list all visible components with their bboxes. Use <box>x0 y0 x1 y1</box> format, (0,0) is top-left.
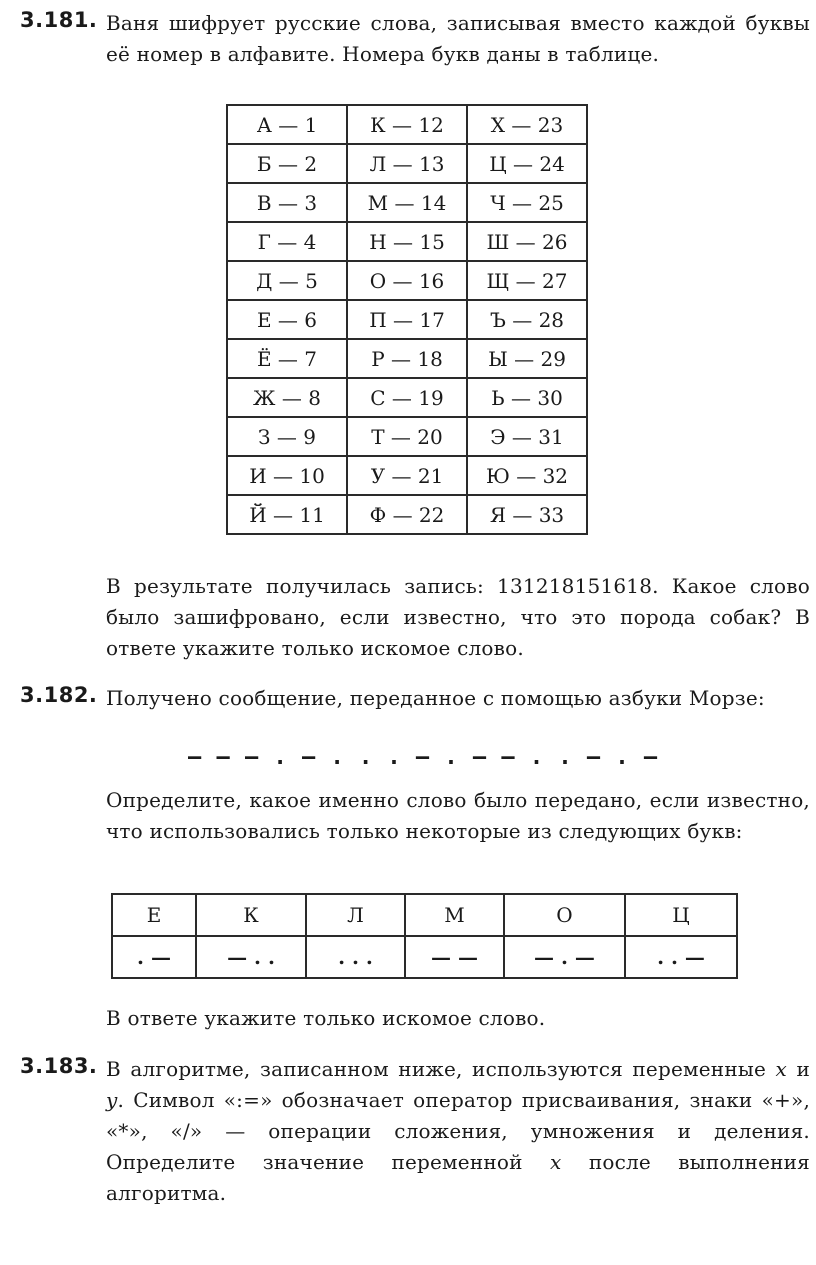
answer-note: В ответе укажите только искомое слово. <box>106 1006 546 1030</box>
problem-number: 3.183. <box>20 1054 98 1078</box>
text-part: В алгоритме, записанном ниже, используются переменные <box>106 1057 776 1081</box>
alphabet-cell: Ё — 7 <box>227 339 347 378</box>
alphabet-cell: К — 12 <box>347 105 467 144</box>
text-part: и <box>786 1057 810 1081</box>
morse-code-cell: . . . <box>306 936 405 978</box>
morse-code-cell: — — <box>405 936 504 978</box>
alphabet-cell: Т — 20 <box>347 417 467 456</box>
alphabet-cell: Ч — 25 <box>467 183 587 222</box>
alphabet-cell: Х — 23 <box>467 105 587 144</box>
alphabet-cell: Щ — 27 <box>467 261 587 300</box>
text-part: . Символ «:=» обозначает оператор присваивания, знаки «+», «*», «/» — операции сложения, умножения и деления. Определите значение переменной <box>106 1088 810 1174</box>
alphabet-cell: Й — 11 <box>227 495 347 534</box>
problem-number: 3.182. <box>20 683 98 707</box>
alphabet-cell: Е — 6 <box>227 300 347 339</box>
alphabet-cell: О — 16 <box>347 261 467 300</box>
alphabet-table-row <box>227 261 587 300</box>
alphabet-cell: Д — 5 <box>227 261 347 300</box>
alphabet-cell: Б — 2 <box>227 144 347 183</box>
alphabet-cell: Ж — 8 <box>227 378 347 417</box>
text-part: после выполнения алгоритма. <box>106 1150 810 1205</box>
alphabet-cell: Н — 15 <box>347 222 467 261</box>
alphabet-cell: И — 10 <box>227 456 347 495</box>
alphabet-table-row <box>227 417 587 456</box>
problem-text <box>106 1054 810 1209</box>
alphabet-cell: С — 19 <box>347 378 467 417</box>
alphabet-cell: П — 17 <box>347 300 467 339</box>
alphabet-cell: Ъ — 28 <box>467 300 587 339</box>
variable-x: x <box>550 1150 562 1174</box>
morse-letter-cell: Ц <box>625 894 737 936</box>
alphabet-table-row <box>227 105 587 144</box>
morse-table <box>111 893 738 979</box>
problem-3-181 <box>20 8 810 70</box>
morse-letter-cell: М <box>405 894 504 936</box>
problem-3-182 <box>20 683 810 714</box>
alphabet-table-row <box>227 222 587 261</box>
problem-number: 3.181. <box>20 8 98 32</box>
morse-letter-cell: Е <box>112 894 196 936</box>
morse-code-cell: — . . <box>196 936 306 978</box>
problem-3-181-question <box>20 571 810 664</box>
morse-code-cell: . — <box>112 936 196 978</box>
problem-question: Определите, какое именно слово было передано, если известно, что использовались только некоторые из следующих букв: <box>106 788 810 843</box>
alphabet-table-row <box>227 183 587 222</box>
alphabet-table-row <box>227 300 587 339</box>
alphabet-table-row <box>227 339 587 378</box>
problem-3-182-note <box>20 1003 810 1034</box>
problem-3-183 <box>20 1054 810 1209</box>
morse-code-cell: . . — <box>625 936 737 978</box>
alphabet-table-row <box>227 144 587 183</box>
alphabet-cell: Ф — 22 <box>347 495 467 534</box>
alphabet-cell: Р — 18 <box>347 339 467 378</box>
alphabet-cell: У — 21 <box>347 456 467 495</box>
morse-letter-cell: К <box>196 894 306 936</box>
alphabet-table-row <box>227 456 587 495</box>
problem-text: Получено сообщение, переданное с помощью азбуки Морзе: <box>106 686 765 710</box>
alphabet-cell: М — 14 <box>347 183 467 222</box>
morse-message: — — — . — . . . — . — — . . — . — <box>188 745 659 770</box>
alphabet-cell: В — 3 <box>227 183 347 222</box>
morse-letter-cell: О <box>504 894 625 936</box>
variable-x: x <box>775 1057 787 1081</box>
alphabet-table-row <box>227 495 587 534</box>
morse-letter-cell: Л <box>306 894 405 936</box>
alphabet-cell: Э — 31 <box>467 417 587 456</box>
alphabet-cell: Ц — 24 <box>467 144 587 183</box>
alphabet-cell: Я — 33 <box>467 495 587 534</box>
alphabet-cell: Ы — 29 <box>467 339 587 378</box>
morse-codes-row <box>112 936 737 978</box>
alphabet-cell: З — 9 <box>227 417 347 456</box>
alphabet-cell: А — 1 <box>227 105 347 144</box>
problem-question: В результате получилась запись: 131218151618. Какое слово было зашифровано, если известно, что это порода собак? В ответе укажите только искомое слово. <box>106 574 810 660</box>
alphabet-cell: Ш — 26 <box>467 222 587 261</box>
alphabet-cell: Ь — 30 <box>467 378 587 417</box>
morse-code-cell: — . — <box>504 936 625 978</box>
alphabet-cell: Ю — 32 <box>467 456 587 495</box>
alphabet-table-row <box>227 378 587 417</box>
alphabet-cell: Л — 13 <box>347 144 467 183</box>
problem-3-182-question <box>20 785 810 847</box>
variable-y: y <box>106 1088 118 1112</box>
alphabet-table <box>226 104 588 535</box>
problem-text: Ваня шифрует русские слова, записывая вместо каждой буквы её номер в алфавите. Номера букв даны в таблице. <box>106 11 810 66</box>
morse-letters-row <box>112 894 737 936</box>
alphabet-cell: Г — 4 <box>227 222 347 261</box>
